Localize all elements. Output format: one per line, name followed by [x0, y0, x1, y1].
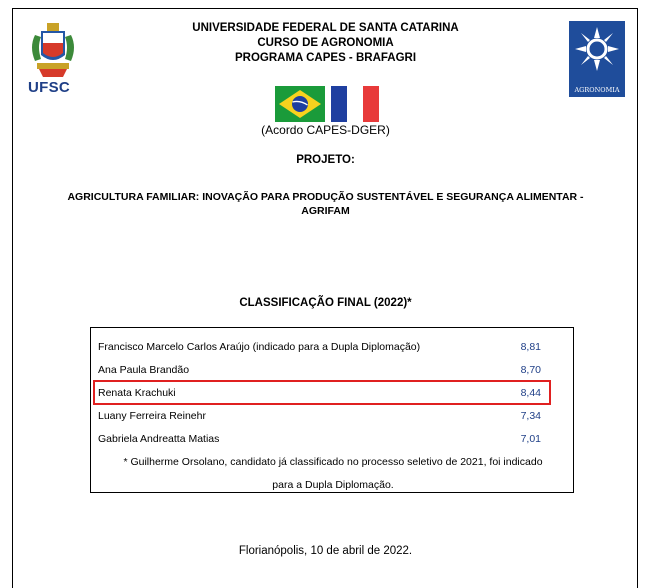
candidate-score: 8,70 [520, 364, 541, 376]
candidate-name: Gabriela Andreatta Matias [98, 433, 220, 445]
candidate-score: 7,34 [520, 410, 541, 422]
agronomia-logo-text: AGRONOMIA [574, 86, 620, 94]
agreement-label: (Acordo CAPES-DGER) [261, 123, 390, 137]
candidate-score: 8,44 [520, 387, 541, 399]
candidate-score: 8,81 [520, 341, 541, 353]
project-title-line2: AGRIFAM [301, 205, 350, 217]
project-label: PROJETO: [296, 154, 355, 166]
project-title [53, 190, 598, 218]
footnote-line1: * Guilherme Orsolano, candidato já classificado no processo seletivo de 2021, foi indicado [123, 456, 543, 468]
brazil-flag-icon [275, 86, 325, 122]
agronomia-emblem-icon [569, 21, 625, 81]
candidate-name: Francisco Marcelo Carlos Araújo (indicado para a Dupla Diplomação) [98, 341, 421, 353]
program-name: PROGRAMA CAPES - BRAFAGRI [234, 52, 417, 64]
classification-title: CLASSIFICAÇÃO FINAL (2022)* [239, 297, 412, 309]
table-row [98, 337, 566, 357]
table-row-highlighted [98, 383, 566, 403]
document-date: Florianópolis, 10 de abril de 2022. [238, 545, 413, 557]
table-row [98, 429, 566, 449]
agronomia-logo [569, 21, 625, 97]
table-row [98, 360, 566, 380]
footnote-line2: para a Dupla Diplomação. [272, 479, 394, 491]
ufsc-logo-text: UFSC [28, 79, 71, 96]
france-flag-icon [331, 86, 379, 122]
candidate-name: Renata Krachuki [98, 387, 176, 399]
project-title-line1: AGRICULTURA FAMILIAR: INOVAÇÃO PARA PRODUÇÃO SUSTENTÁVEL E SEGURANÇA ALIMENTAR - [67, 191, 584, 203]
university-name: UNIVERSIDADE FEDERAL DE SANTA CATARINA [192, 22, 459, 34]
table-row [98, 406, 566, 426]
candidate-score: 7,01 [520, 433, 541, 445]
candidate-name: Luany Ferreira Reinehr [98, 410, 206, 422]
course-name: CURSO DE AGRONOMIA [257, 37, 394, 49]
classification-table [90, 327, 574, 493]
candidate-name: Ana Paula Brandão [98, 364, 190, 376]
document-page [12, 8, 638, 588]
